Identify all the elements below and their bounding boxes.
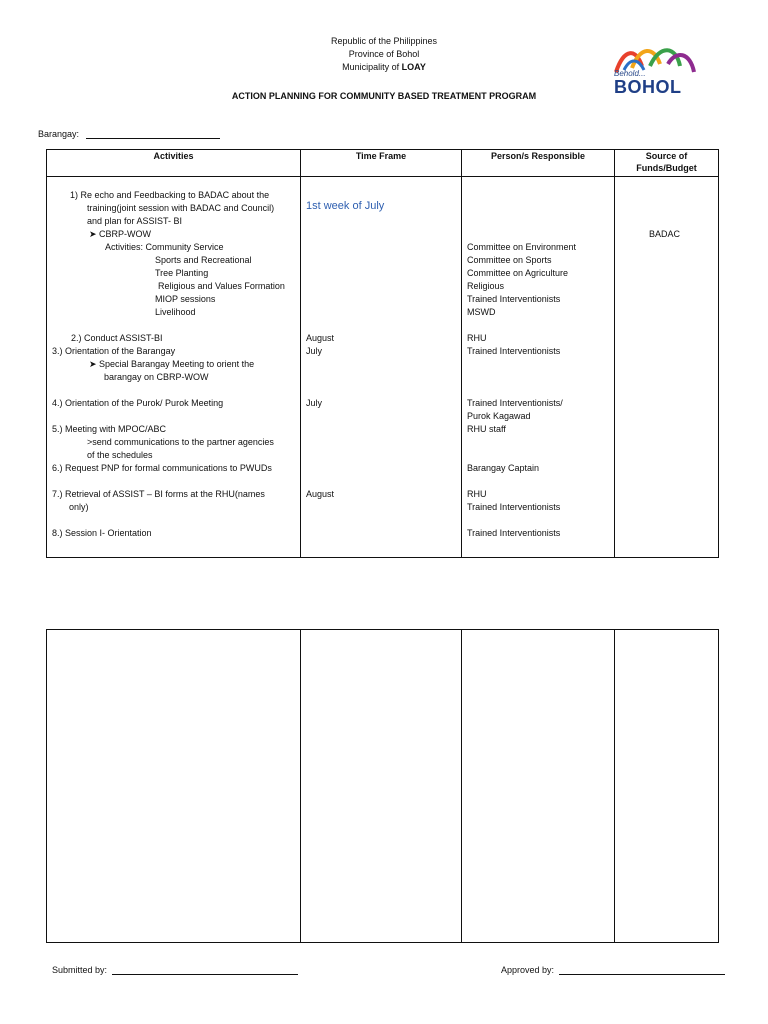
- timeframe-entry: July: [306, 398, 323, 408]
- person-entry: Religious: [467, 281, 505, 291]
- blank-activities-cell: [47, 630, 301, 943]
- logo-name: BOHOL: [614, 77, 682, 97]
- logo-tagline: Behold...: [614, 69, 646, 78]
- person-entry: Purok Kagawad: [467, 411, 531, 421]
- person-entry: Trained Interventionists: [467, 528, 561, 538]
- activity-line: 5.) Meeting with MPOC/ABC: [52, 424, 167, 434]
- person-entry: Trained Interventionists: [467, 294, 561, 304]
- header-republic: Republic of the Philippines: [330, 36, 438, 46]
- activity-line: 3.) Orientation of the Barangay: [52, 346, 176, 356]
- person-entry: Barangay Captain: [467, 463, 540, 473]
- timeframe-entry: August: [306, 333, 335, 343]
- activity-line: Sports and Recreational: [155, 255, 252, 265]
- activity-line: training(joint session with BADAC and Council): [87, 203, 275, 213]
- header-source-funds: Source of Funds/Budget: [615, 150, 719, 177]
- activity-line: >send communications to the partner agencies: [87, 437, 274, 447]
- person-entry: Trained Interventionists: [467, 346, 561, 356]
- submitted-by-line: [112, 974, 298, 975]
- page-title: ACTION PLANNING FOR COMMUNITY BASED TREATMENT PROGRAM: [231, 91, 537, 101]
- header-time-frame: Time Frame: [301, 150, 462, 177]
- timeframe-entry: July: [306, 346, 323, 356]
- activities-cell: [47, 177, 301, 558]
- blank-continuation-table: [46, 629, 719, 943]
- blank-persons-cell: [462, 630, 615, 943]
- barangay-blank-line: [86, 138, 220, 139]
- activity-line: Livelihood: [155, 307, 196, 317]
- activity-line: 2.) Conduct ASSIST-BI: [71, 333, 163, 343]
- header-municipality: Municipality of LOAY: [342, 62, 426, 72]
- activity-line: 1) Re echo and Feedbacking to BADAC about the: [70, 190, 270, 200]
- barangay-field: Barangay:: [38, 129, 220, 139]
- person-entry: RHU: [467, 333, 487, 343]
- activity-line: of the schedules: [87, 450, 153, 460]
- funds-entry: BADAC: [649, 229, 681, 239]
- activity-line: barangay on CBRP-WOW: [104, 372, 209, 382]
- blank-funds-cell: [615, 630, 719, 943]
- person-entry: Committee on Sports: [467, 255, 552, 265]
- activity-line: 6.) Request PNP for formal communications to PWUDs: [52, 463, 272, 473]
- activity-line: Religious and Values Formation: [158, 281, 285, 291]
- person-entry: RHU: [467, 489, 487, 499]
- activity-line: 7.) Retrieval of ASSIST – BI forms at the RHU(names: [52, 489, 265, 499]
- blank-timeframe-cell: [301, 630, 462, 943]
- funds-cell: [615, 177, 719, 558]
- person-entry: Committee on Agriculture: [467, 268, 569, 278]
- activity-line: Tree Planting: [155, 268, 209, 278]
- header-activities: Activities: [47, 150, 301, 177]
- header-persons-responsible: Person/s Responsible: [462, 150, 615, 177]
- person-entry: MSWD: [467, 307, 496, 317]
- action-plan-table: [46, 149, 719, 558]
- activity-line: Activities: Community Service: [105, 242, 224, 252]
- person-entry: Trained Interventionists/: [467, 398, 563, 408]
- activity-line: ➤ Special Barangay Meeting to orient the: [89, 359, 255, 369]
- persons-cell: [462, 177, 615, 558]
- person-entry: Trained Interventionists: [467, 502, 561, 512]
- activity-line: 8.) Session I- Orientation: [52, 528, 152, 538]
- activity-line: ➤ CBRP-WOW: [89, 229, 152, 239]
- activity-line: MIOP sessions: [155, 294, 216, 304]
- timeframe-entry: 1st week of July: [306, 200, 385, 212]
- activity-line: 4.) Orientation of the Purok/ Purok Meeting: [52, 398, 224, 408]
- timeframe-cell: [301, 177, 462, 558]
- approved-by-line: [559, 974, 725, 975]
- person-entry: Committee on Environment: [467, 242, 577, 252]
- activity-line: only): [69, 502, 89, 512]
- person-entry: RHU staff: [467, 424, 506, 434]
- header-province: Province of Bohol: [348, 49, 420, 59]
- timeframe-entry: August: [306, 489, 335, 499]
- submitted-by-field: Submitted by:: [52, 965, 298, 975]
- approved-by-field: Approved by:: [501, 965, 725, 975]
- activity-line: and plan for ASSIST- BI: [87, 216, 183, 226]
